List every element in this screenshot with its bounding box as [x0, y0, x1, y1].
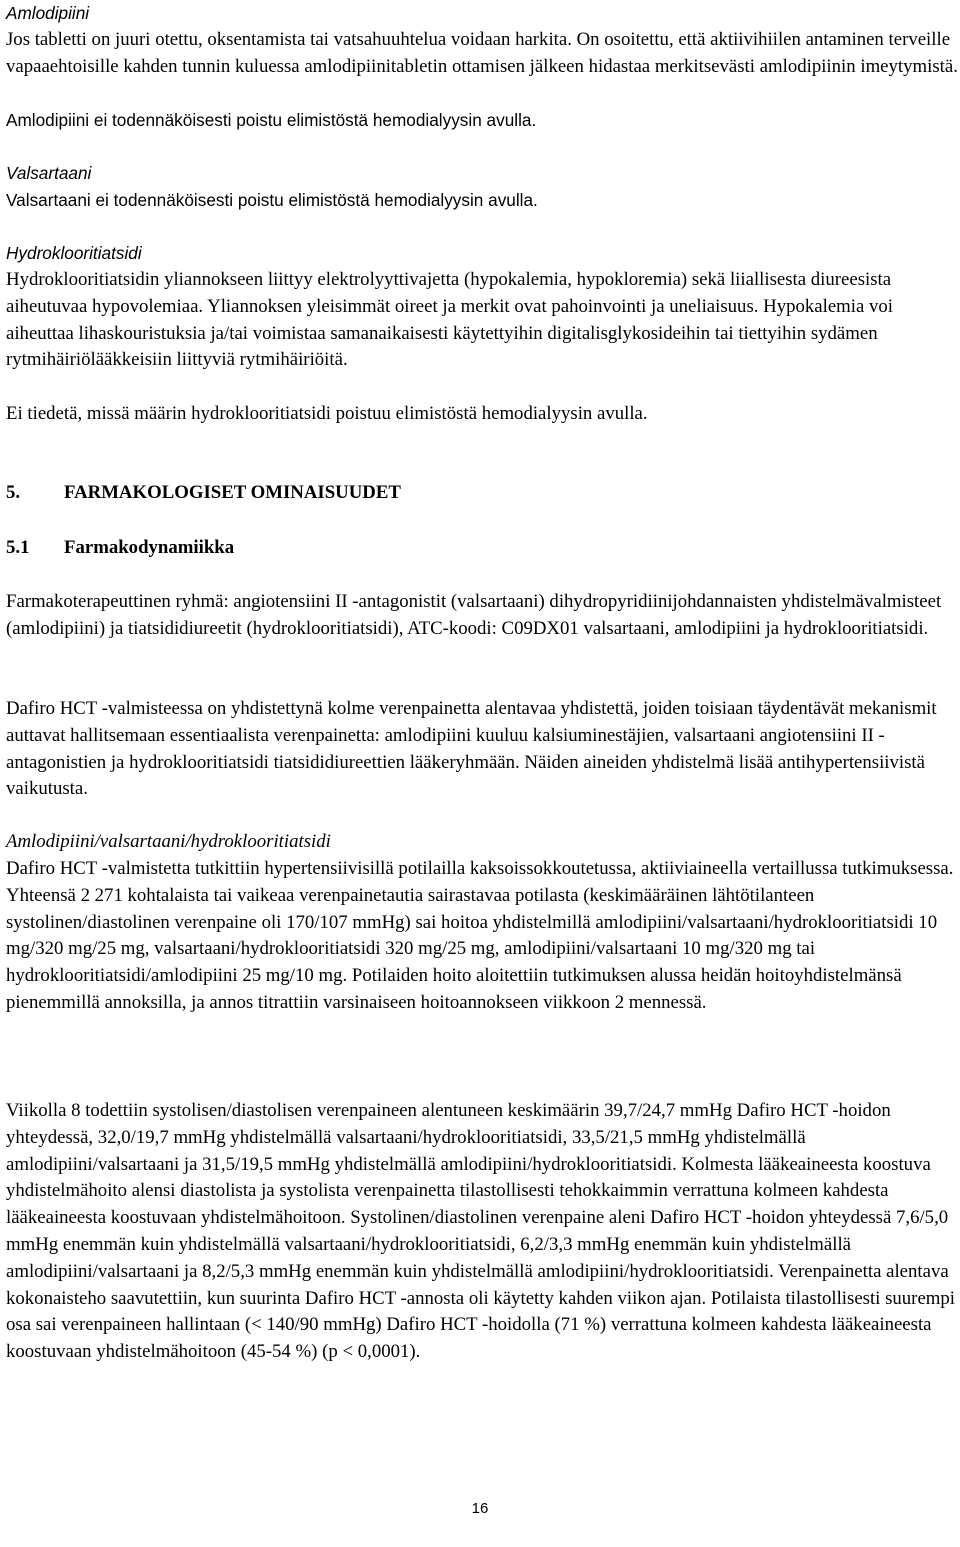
hctz-heading: Hydroklooritiatsidi — [6, 243, 142, 263]
combination-study-paragraph: Dafiro HCT -valmistetta tutkittiin hypertensiivisillä potilailla kaksoissokkoutetussa, aktiiviaineella vertaillussa tutkimuksessa. Yhteensä 2 271 kohtalaista tai vaikeaa verenpainetautia sairastavaa potilasta (keskimääräinen lähtötilanteen systolinen/diastolinen verenpaine oli 170/107 mmHg) sai hoitoa yhdistelmillä amlodipiini/valsartaani/hydroklooritiatsidi 10 mg/320 mg/25 mg, valsartaani/hydroklooritiatsidi 320 mg/25 mg, amlodipiini/valsartaani 10 mg/320 mg tai hydroklooritiatsidi/amlodipiini 25 mg/10 mg. Potilaiden hoito aloitettiin tutkimuksen alussa heidän hoitoyhdistelmänsä pienemmillä annoksilla, ja annos titrattiin varsinaiseen hoitoannokseen viikkoon 2 mennessä. — [6, 858, 954, 1013]
hctz-dialysis-text: Ei tiedetä, missä määrin hydroklooritiatsidi poistuu elimistöstä hemodialyysin avulla. — [6, 403, 648, 424]
section-5-1-heading — [6, 535, 958, 562]
valsartan-heading: Valsartaani — [6, 163, 92, 183]
section-5-1-number: 5.1 — [6, 537, 30, 558]
section-5-heading — [6, 480, 958, 507]
combination-heading: Amlodipiini/valsartaani/hydroklooritiatsidi — [6, 831, 331, 852]
hctz-paragraph: Hydroklooritiatsidin yliannokseen liittyy elektrolyyttivajetta (hypokalemia, hypokloremia) sekä liiallisesta diureesista aiheutuvaa hypovolemiaa. Yliannoksen yleisimmät oireet ja merkit ovat pahoinvointi ja uneliaisuus. Hypokalemia voi aiheuttaa lihaskouristuksia ja/tai voimistaa samanaikaisesti käytettyihin digitalisglykosideihin tai tiettyihin sydämen rytmihäiriölääkkeisiin liittyviä rytmihäiriöitä. — [6, 269, 894, 371]
section-5-1-title: Farmakodynamiikka — [64, 537, 235, 558]
section-5-title: FARMAKOLOGISET OMINAISUUDET — [64, 482, 401, 503]
valsartan-paragraph: Valsartaani ei todennäköisesti poistu elimistöstä hemodialyysin avulla. — [6, 190, 538, 210]
pharmacotherapeutic-group-paragraph: Farmakoterapeuttinen ryhmä: angiotensiini II -antagonistit (valsartaani) dihydropyridiinijohdannaisten yhdistelmävalmisteet (amlodipiini) ja tiatsididiureetit (hydroklooritiatsidi), ATC-koodi: C09DX01 valsartaani, amlodipiini ja hydroklooritiatsidi. — [6, 591, 942, 639]
section-5-number: 5. — [6, 482, 21, 503]
amlodipine-paragraph: Jos tabletti on juuri otettu, oksentamista tai vatsahuuhtelua voidaan harkita. On osoitettu, että aktiivihiilen antaminen terveille vapaaehtoisille kahden tunnin kuluessa amlodipiinitabletin ottamisen jälkeen hidastaa merkitsevästi amlodipiinin imeytymistä. — [6, 29, 958, 77]
amlodipine-dialysis-text: Amlodipiini ei todennäköisesti poistu elimistöstä hemodialyysin avulla. — [6, 110, 537, 130]
page-number: 16 — [471, 1500, 489, 1517]
mechanism-paragraph: Dafiro HCT -valmisteessa on yhdistettynä kolme verenpainetta alentavaa yhdistettä, joiden toisiaan täydentävät mekanismit auttavat hallitsemaan essentiaalista verenpainetta: amlodipiini kuuluu kalsiuminestäjien, valsartaani angiotensiini II -antagonistien ja hydroklooritiatsidi tiatsididiureettien lääkeryhmään. Näiden aineiden yhdistelmä lisää antihypertensiivistä vaikutusta. — [6, 698, 937, 800]
results-paragraph: Viikolla 8 todettiin systolisen/diastolisen verenpaineen alentuneen keskimäärin 39,7/24,7 mmHg Dafiro HCT -hoidon yhteydessä, 32,0/19,7 mmHg yhdistelmällä valsartaani/hydroklooritiatsidi, 33,5/21,5 mmHg yhdistelmällä amlodipiini/valsartaani ja 31,5/19,5 mmHg yhdistelmällä amlodipiini/hydroklooritiatsidi. Kolmesta lääkeaineesta koostuva yhdistelmähoito alensi diastolista ja systolista verenpainetta tilastollisesti tehokkaimmin verrattuna kolmeen kahdesta lääkeaineesta koostuvaan yhdistelmähoitoon. Systolinen/diastolinen verenpaine aleni Dafiro HCT -hoidon yhteydessä 7,6/5,0 mmHg enemmän kuin yhdistelmällä valsartaani/hydroklooritiatsidi, 6,2/3,3 mmHg enemmän kuin yhdistelmällä amlodipiini/valsartaani ja 8,2/5,3 mmHg enemmän kuin yhdistelmällä amlodipiini/hydroklooritiatsidi. Verenpainetta alentava kokonaisteho saavutettiin, kun suurinta Dafiro HCT -annosta oli käytetty kahden viikon ajan. Potilaista tilastollisesti suurempi osa sai verenpaineen hallintaan (< 140/90 mmHg) Dafiro HCT -hoidolla (71 %) verrattuna kolmeen kahdesta lääkeaineesta koostuvaan yhdistelmähoitoon (45-54 %) (p < 0,0001). — [6, 1100, 955, 1363]
amlodipine-heading: Amlodipiini — [6, 3, 90, 23]
